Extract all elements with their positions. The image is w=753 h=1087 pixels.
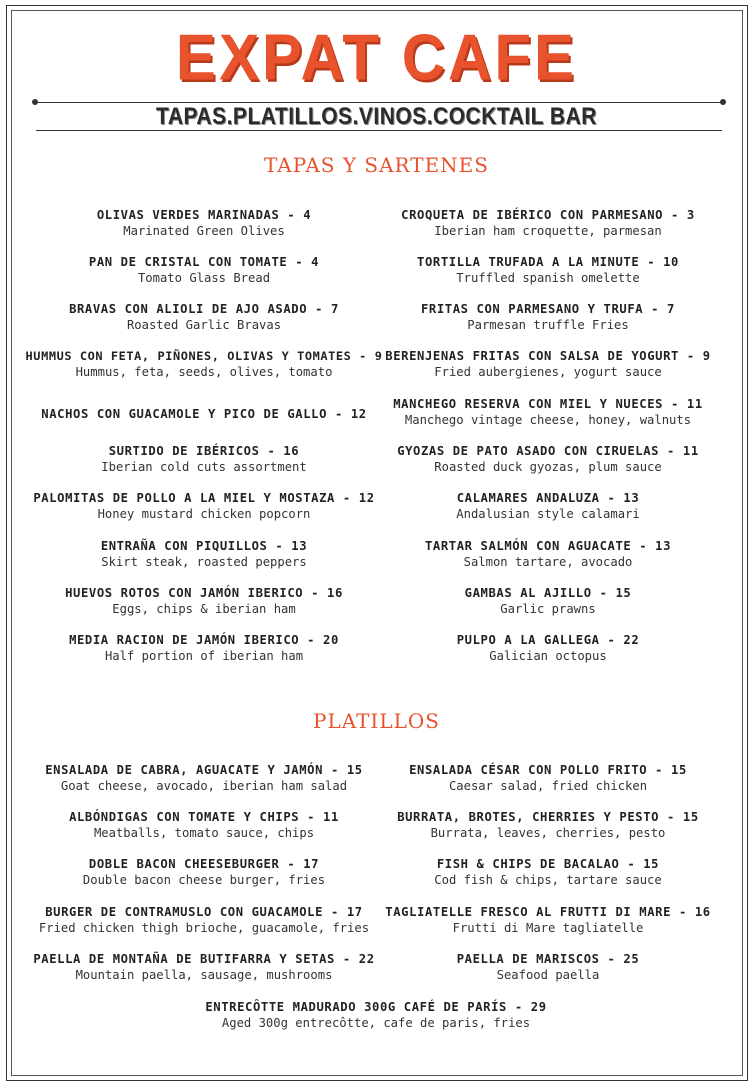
- dish-name: NACHOS CON GUACAMOLE Y PICO DE GALLO - 12: [41, 407, 367, 421]
- divider-bottom: [36, 130, 722, 131]
- menu-item: [368, 632, 728, 664]
- dish-name: BURRATA, BROTES, CHERRIES Y PESTO - 15: [397, 810, 699, 824]
- dish-name: OLIVAS VERDES MARINADAS - 4: [96, 208, 312, 222]
- dish-name: ENTRECÔTTE MADURADO 300G CAFÉ DE PARÍS - 29: [205, 1000, 547, 1014]
- menu-item: [368, 348, 728, 380]
- dish-name: TAGLIATELLE FRESCO AL FRUTTI DI MARE - 16: [385, 905, 711, 919]
- dish-description: Skirt steak, roasted peppers: [101, 555, 307, 569]
- dish-name: GYOZAS DE PATO ASADO CON CIRUELAS - 11: [397, 444, 699, 458]
- dish-name: BERENJENAS FRITAS CON SALSA DE YOGURT - 9: [385, 349, 711, 363]
- menu-item: [24, 762, 384, 794]
- dish-description: Frutti di Mare tagliatelle: [452, 921, 644, 935]
- menu-item: [368, 585, 728, 617]
- dish-description: Andalusian style calamari: [456, 507, 640, 521]
- menu-item: [368, 490, 728, 522]
- dish-description: Half portion of iberian ham: [104, 649, 304, 663]
- dish-name: PAELLA DE MARISCOS - 25: [456, 952, 640, 966]
- dish-name: PALOMITAS DE POLLO A LA MIEL Y MOSTAZA - 12: [33, 491, 375, 505]
- dish-name: MANCHEGO RESERVA CON MIEL Y NUECES - 11: [393, 397, 703, 411]
- dish-name: PULPO A LA GALLEGA - 22: [456, 633, 640, 647]
- dish-description: Cod fish & chips, tartare sauce: [434, 873, 662, 887]
- menu-item: [24, 904, 384, 936]
- menu-item: [24, 301, 384, 333]
- menu-item: [24, 490, 384, 522]
- dish-name: PAELLA DE MONTAÑA DE BUTIFARRA Y SETAS - 22: [33, 952, 375, 966]
- dish-description: Hummus, feta, seeds, olives, tomato: [75, 365, 333, 379]
- dish-name: GAMBAS AL AJILLO - 15: [464, 586, 632, 600]
- dish-description: Iberian cold cuts assortment: [101, 460, 307, 474]
- dish-name: CROQUETA DE IBÉRICO CON PARMESANO - 3: [401, 208, 695, 222]
- dish-name: BURGER DE CONTRAMUSLO CON GUACAMOLE - 17: [45, 905, 363, 919]
- menu-item: [368, 856, 728, 888]
- menu-item: [368, 443, 728, 475]
- menu-item: [24, 254, 384, 286]
- menu-item: [368, 809, 728, 841]
- menu-item: [368, 762, 728, 794]
- dish-description: Salmon tartare, avocado: [463, 555, 633, 569]
- menu-item: [24, 443, 384, 475]
- menu-item: [368, 951, 728, 983]
- menu-item-featured: [176, 999, 576, 1031]
- dish-name: CALAMARES ANDALUZA - 13: [456, 491, 640, 505]
- dish-description: Aged 300g entrecôtte, cafe de paris, fries: [221, 1016, 531, 1030]
- dish-name: ENSALADA CÉSAR CON POLLO FRITO - 15: [409, 763, 687, 777]
- dish-name: HUEVOS ROTOS CON JAMÓN IBERICO - 16: [65, 586, 343, 600]
- dish-description: Fried aubergienes, yogurt sauce: [434, 365, 662, 379]
- menu-item: [24, 632, 384, 664]
- menu-item: [368, 538, 728, 570]
- menu-item: [24, 809, 384, 841]
- menu-item: [24, 538, 384, 570]
- menu-item: [24, 951, 384, 983]
- menu-item: [24, 856, 384, 888]
- dish-description: Tomato Glass Bread: [137, 271, 271, 285]
- menu-item: [368, 254, 728, 286]
- menu-item: [368, 396, 728, 428]
- dish-description: Garlic prawns: [500, 602, 596, 616]
- dish-description: Mountain paella, sausage, mushrooms: [75, 968, 333, 982]
- dish-description: Eggs, chips & iberian ham: [112, 602, 296, 616]
- dish-description: Double bacon cheese burger, fries: [82, 873, 326, 887]
- dish-description: Seafood paella: [496, 968, 600, 982]
- dish-description: Fried chicken thigh brioche, guacamole, fries: [38, 921, 370, 935]
- dish-name: TORTILLA TRUFADA A LA MINUTE - 10: [417, 255, 679, 269]
- dish-name: SURTIDO DE IBÉRICOS - 16: [108, 444, 300, 458]
- dish-description: Goat cheese, avocado, iberian ham salad: [60, 779, 348, 793]
- tagline: TAPAS.PLATILLOS.VINOS.COCKTAIL BAR: [156, 103, 597, 130]
- section-title-platillos: PLATILLOS: [313, 709, 440, 733]
- dish-description: Burrata, leaves, cherries, pesto: [430, 826, 666, 840]
- dish-description: Parmesan truffle Fries: [467, 318, 629, 332]
- dish-description: Roasted duck gyozas, plum sauce: [434, 460, 662, 474]
- dish-name: ALBÓNDIGAS CON TOMATE Y CHIPS - 11: [69, 810, 339, 824]
- dish-name: FISH & CHIPS DE BACALAO - 15: [436, 857, 660, 871]
- menu-item: [368, 207, 728, 239]
- menu-item: [24, 585, 384, 617]
- dish-description: Marinated Green Olives: [123, 224, 285, 238]
- dish-description: Roasted Garlic Bravas: [126, 318, 282, 332]
- dish-name: TARTAR SALMÓN CON AGUACATE - 13: [424, 539, 672, 553]
- dish-name: ENTRAÑA CON PIQUILLOS - 13: [100, 539, 308, 553]
- menu-item: [24, 348, 384, 380]
- dish-description: Caesar salad, fried chicken: [448, 779, 648, 793]
- dish-description: Honey mustard chicken popcorn: [97, 507, 311, 521]
- dish-name: MEDIA RACION DE JAMÓN IBERICO - 20: [69, 633, 339, 647]
- dish-name: HUMMUS CON FETA, PIÑONES, OLIVAS Y TOMATES - 9: [25, 349, 383, 363]
- dish-name: BRAVAS CON ALIOLI DE AJO ASADO - 7: [69, 302, 339, 316]
- dish-name: DOBLE BACON CHEESEBURGER - 17: [88, 857, 320, 871]
- menu-item: [24, 207, 384, 239]
- dish-name: FRITAS CON PARMESANO Y TRUFA - 7: [421, 302, 675, 316]
- restaurant-logo: EXPAT CAFE: [175, 21, 578, 94]
- menu-item: [368, 904, 728, 936]
- dish-description: Iberian ham croquette, parmesan: [434, 224, 662, 238]
- dish-description: Truffled spanish omelette: [456, 271, 640, 285]
- section-title-tapas: TAPAS Y SARTENES: [264, 153, 489, 177]
- dish-description: Galician octopus: [489, 649, 607, 663]
- dish-description: Manchego vintage cheese, honey, walnuts: [404, 413, 692, 427]
- dish-name: ENSALADA DE CABRA, AGUACATE Y JAMÓN - 15: [45, 763, 363, 777]
- menu-item: [24, 406, 384, 422]
- menu-item: [368, 301, 728, 333]
- dish-description: Meatballs, tomato sauce, chips: [93, 826, 315, 840]
- dish-name: PAN DE CRISTAL CON TOMATE - 4: [88, 255, 320, 269]
